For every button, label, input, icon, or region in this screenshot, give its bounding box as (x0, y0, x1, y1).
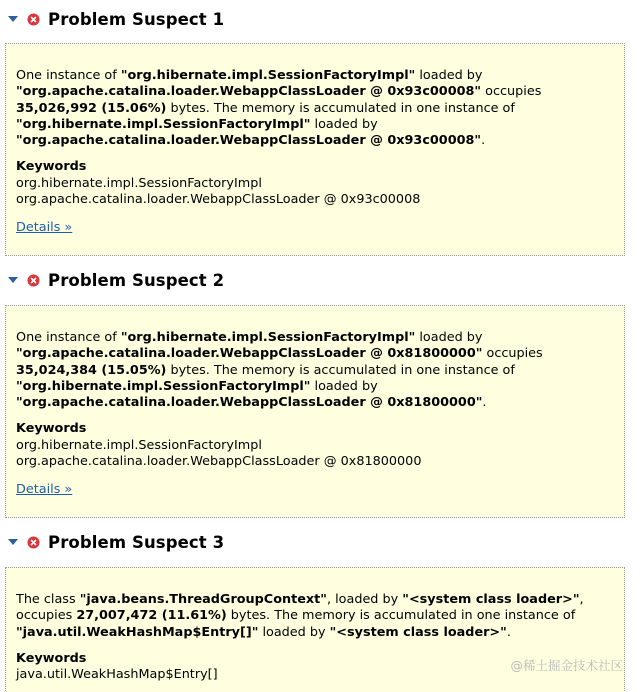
error-icon (26, 273, 40, 287)
collapse-arrow-icon[interactable] (6, 535, 20, 549)
details-link[interactable]: Details » (16, 482, 73, 498)
suspect-2-header (6, 268, 224, 292)
watermark (510, 656, 623, 674)
keyword-item: org.apache.catalina.loader.WebappClassLoader @ 0x93c00008 (16, 192, 421, 208)
suspect-1-panel (5, 43, 625, 256)
suspect-1-header (6, 7, 224, 31)
suspect-3-header (6, 530, 224, 554)
suspect-description: One instance of "org.hibernate.impl.SessionFactoryImpl" loaded by "org.apache.catalina.loader.WebappClassLoader @ 0x93c00008" occupies 35,026,992 (15.06%) bytes. The memory is accumulated in one instance of "org.hibernate.impl.SessionFactoryImpl" loaded by "org.apache.catalina.loader.WebappClassLoader @ 0x93c00008". (16, 68, 542, 149)
keyword-item: java.util.WeakHashMap$Entry[] (16, 667, 218, 683)
watermark-text: @稀土掘金技术社区 (510, 658, 623, 673)
keyword-item: org.hibernate.impl.SessionFactoryImpl (16, 175, 262, 191)
collapse-arrow-icon[interactable] (6, 12, 20, 26)
details-link[interactable]: Details » (16, 220, 73, 236)
error-icon (26, 12, 40, 26)
suspect-title: Problem Suspect 1 (48, 9, 225, 29)
suspect-description: The class "java.beans.ThreadGroupContext", loaded by "<system class loader>", occupies 27,007,472 (11.61%) bytes. The memory is accumulated in one instance of "java.util.WeakHashMap$Entry[]" loaded by "<system class loader>". (16, 592, 584, 640)
error-icon (26, 535, 40, 549)
keywords-heading: Keywords (16, 421, 87, 437)
suspect-description: One instance of "org.hibernate.impl.SessionFactoryImpl" loaded by "org.apache.catalina.loader.WebappClassLoader @ 0x81800000" occupies 35,024,384 (15.05%) bytes. The memory is accumulated in one instance of "org.hibernate.impl.SessionFactoryImpl" loaded by "org.apache.catalina.loader.WebappClassLoader @ 0x81800000". (16, 330, 543, 411)
suspect-2-panel (5, 305, 625, 518)
keyword-item: org.apache.catalina.loader.WebappClassLoader @ 0x81800000 (16, 454, 422, 470)
keywords-heading: Keywords (16, 650, 87, 666)
keywords-heading: Keywords (16, 159, 87, 175)
keyword-item: org.hibernate.impl.SessionFactoryImpl (16, 437, 262, 453)
suspect-title: Problem Suspect 2 (48, 270, 225, 290)
suspect-title: Problem Suspect 3 (48, 532, 225, 552)
collapse-arrow-icon[interactable] (6, 273, 20, 287)
